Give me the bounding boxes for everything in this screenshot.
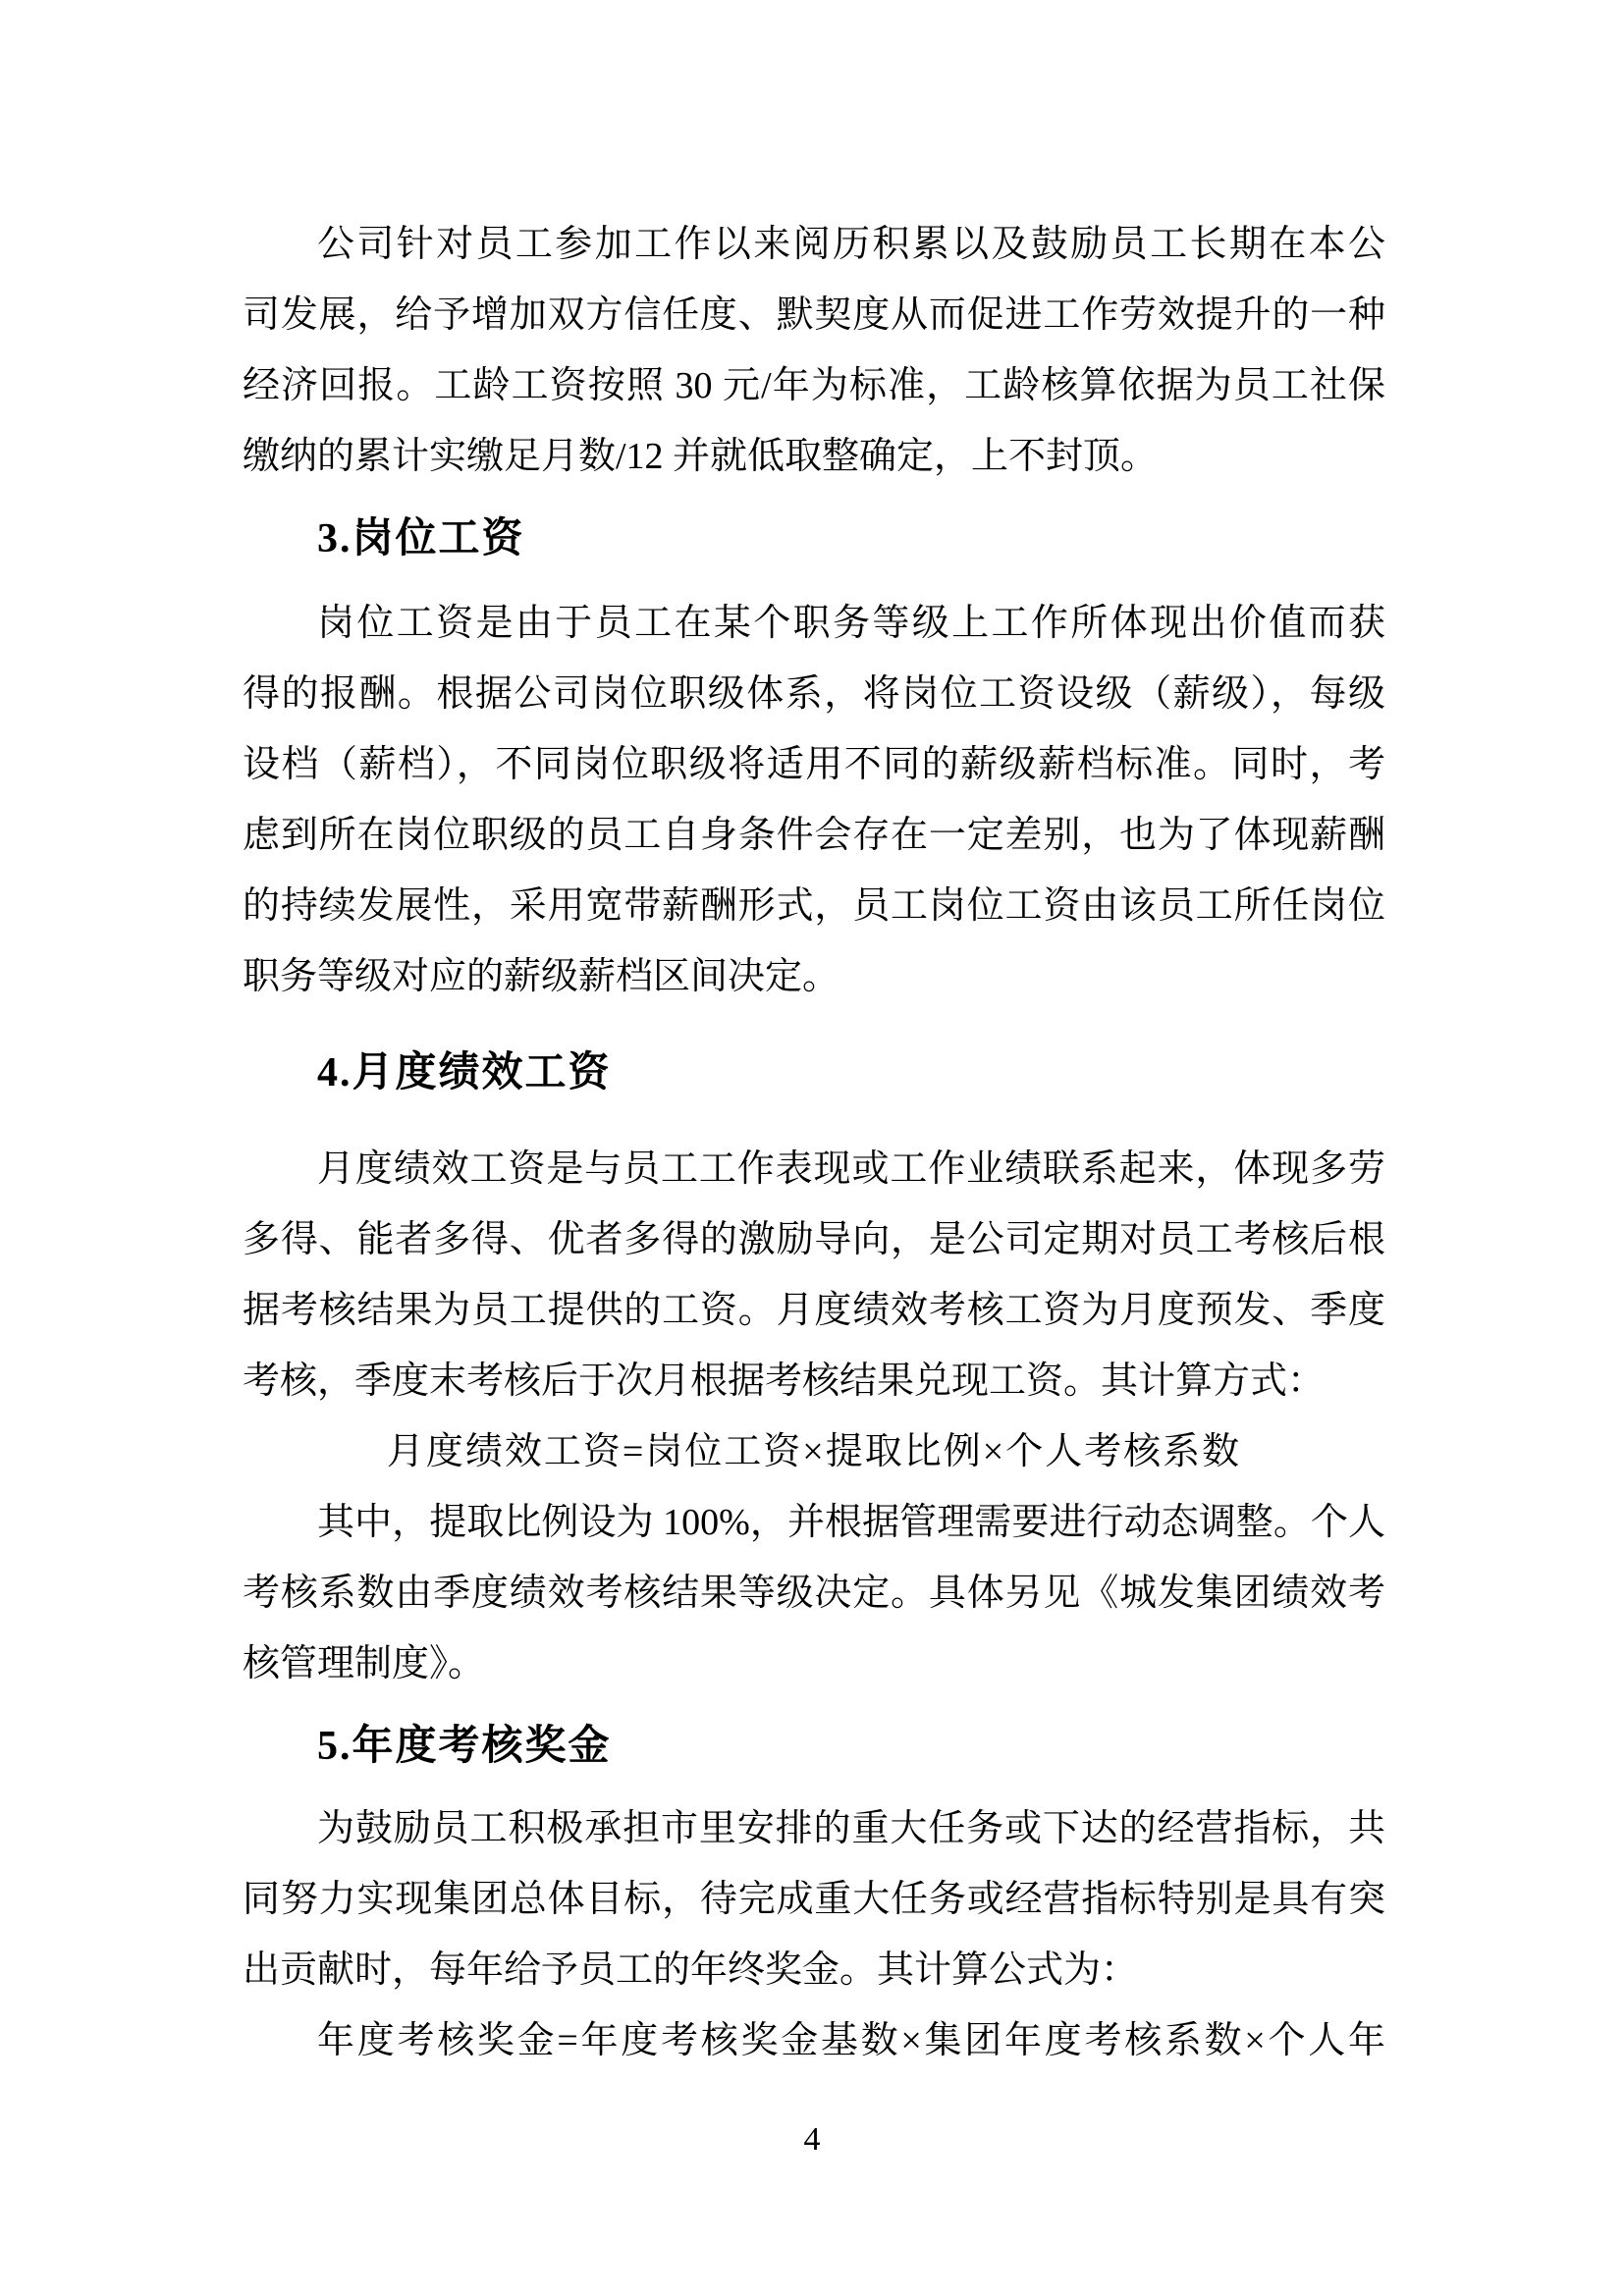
paragraph-position-wage xyxy=(243,588,1385,1012)
paragraph-annual-assessment-bonus xyxy=(243,1793,1385,2005)
text-line: 同努力实现集团总体目标，待完成重大任务或经营指标特别是具有突 xyxy=(243,1879,1385,1920)
text-line: 核管理制度》。 xyxy=(243,1643,486,1684)
text-line: 多得、能者多得、优者多得的激励导向，是公司定期对员工考核后根 xyxy=(243,1219,1385,1260)
section-heading-position-wage: 3.岗位工资 xyxy=(317,516,525,561)
formula-annual-assessment-bonus: 年度考核奖金=年度考核奖金基数×集团年度考核系数×个人年 xyxy=(317,2020,1385,2061)
text-line: 职务等级对应的薪级薪档区间决定。 xyxy=(243,956,840,997)
text-line: 考核系数由季度绩效考核结果等级决定。具体另见《城发集团绩效考 xyxy=(243,1573,1385,1614)
paragraph-extraction-ratio xyxy=(243,1487,1385,1699)
document-body xyxy=(243,209,1385,2076)
paragraph-seniority-wage xyxy=(243,209,1385,492)
text-line: 设档（薪档），不同岗位职级将适用不同的薪级薪档标准。同时，考 xyxy=(243,744,1385,785)
text-line: 的持续发展性，采用宽带薪酬形式，员工岗位工资由该员工所任岗位 xyxy=(243,885,1385,927)
text-line: 据考核结果为员工提供的工资。月度绩效考核工资为月度预发、季度 xyxy=(243,1290,1385,1331)
text-line: 出贡献时，每年给予员工的年终奖金。其计算公式为： xyxy=(243,1949,1139,1991)
text-line: 得的报酬。根据公司岗位职级体系，将岗位工资设级（薪级），每级 xyxy=(243,673,1385,715)
text-line: 司发展，给予增加双方信任度、默契度从而促进工作劳效提升的一种 xyxy=(243,294,1385,336)
text-line: 为鼓励员工积极承担市里安排的重大任务或下达的经营指标，共 xyxy=(317,1808,1385,1849)
section-heading-annual-assessment-bonus: 5.年度考核奖金 xyxy=(317,1724,612,1769)
page-number: 4 xyxy=(803,2121,821,2158)
text-line: 考核，季度末考核后于次月根据考核结果兑现工资。其计算方式： xyxy=(243,1361,1326,1402)
text-line: 经济回报。工龄工资按照 30 元/年为标准，工龄核算依据为员工社保 xyxy=(243,365,1385,406)
text-line: 虑到所在岗位职级的员工自身条件会存在一定差别，也为了体现薪酬 xyxy=(243,815,1385,856)
text-line: 岗位工资是由于员工在某个职务等级上工作所体现出价值而获 xyxy=(317,603,1385,644)
text-line: 其中，提取比例设为 100%，并根据管理需要进行动态调整。个人 xyxy=(317,1502,1385,1543)
text-line: 公司针对员工参加工作以来阅历积累以及鼓励员工长期在本公 xyxy=(317,224,1385,265)
section-heading-monthly-performance-wage: 4.月度绩效工资 xyxy=(317,1050,612,1095)
paragraph-monthly-performance-wage xyxy=(243,1134,1385,1416)
text-line: 月度绩效工资是与员工工作表现或工作业绩联系起来，体现多劳 xyxy=(317,1148,1385,1190)
text-line: 缴纳的累计实缴足月数/12 并就低取整确定，上不封顶。 xyxy=(243,436,1159,477)
formula-monthly-performance-wage: 月度绩效工资=岗位工资×提取比例×个人考核系数 xyxy=(386,1431,1242,1472)
